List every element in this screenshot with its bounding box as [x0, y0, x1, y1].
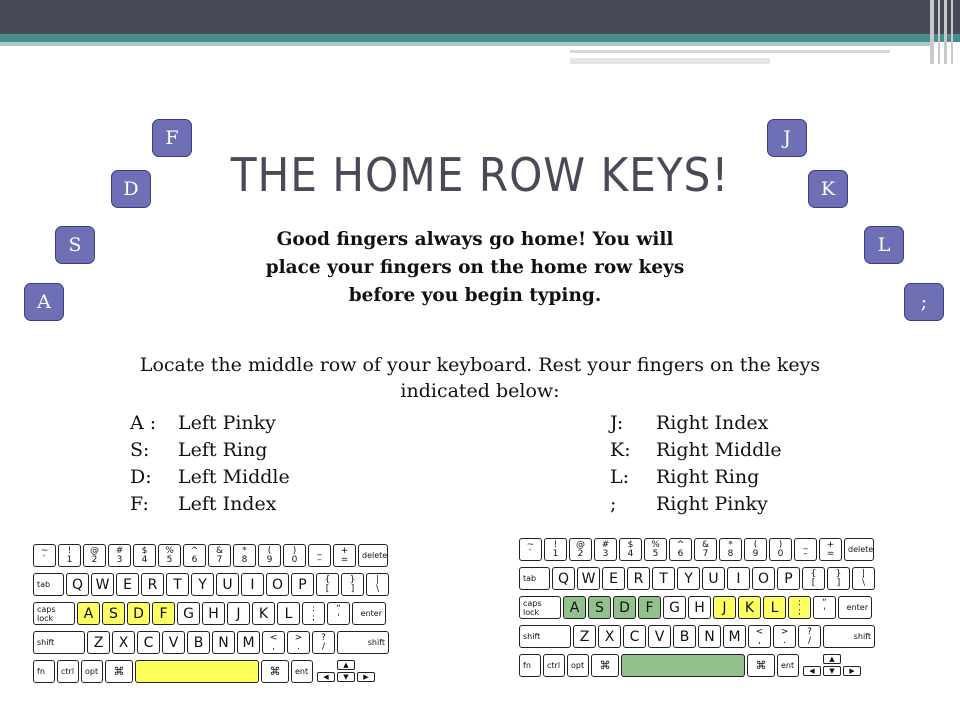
left-hand-list: [130, 410, 290, 518]
key-number: [183, 544, 206, 567]
key-base-char: \: [861, 577, 866, 588]
arrow-down-icon: ▼: [337, 672, 355, 682]
key-shift-char: @: [90, 545, 99, 556]
key-quote: [327, 602, 350, 625]
key-shift-char: ^: [190, 545, 199, 556]
key-number: [744, 538, 767, 561]
key-base-char: 8: [727, 548, 734, 559]
key-bracket: [802, 567, 825, 590]
page-title: THE HOME ROW KEYS!: [230, 148, 730, 202]
key-shift-char: ~: [526, 539, 535, 550]
key-punctuation: [748, 625, 771, 648]
key-m: M: [723, 625, 746, 648]
key-ent: ent: [777, 654, 799, 677]
badge-d: D: [111, 170, 151, 208]
key-k: K: [738, 596, 761, 619]
key-p: P: [777, 567, 800, 590]
key-base-char: =: [340, 554, 349, 565]
key-number: [769, 538, 792, 561]
key-tab: tab: [519, 567, 550, 590]
finger-key: D:: [130, 466, 152, 488]
key-base-char: 3: [116, 554, 123, 565]
key-m: M: [237, 631, 260, 654]
key-h: H: [202, 602, 225, 625]
divider-line: [570, 58, 770, 64]
key-spacebar: [621, 654, 745, 677]
finger-name: Right Ring: [656, 466, 760, 488]
key-base-char: 2: [577, 548, 584, 559]
key-f: F: [152, 602, 175, 625]
badge-j: J: [767, 119, 807, 157]
badge-l: L: [864, 226, 904, 264]
key-shift-right: shift: [337, 631, 389, 654]
keyboard-row: [33, 544, 388, 567]
key-number: [619, 538, 642, 561]
key-q: Q: [552, 567, 575, 590]
key-shift-char: {: [324, 574, 331, 585]
key-number: [133, 544, 156, 567]
key-shift-char: #: [115, 545, 124, 556]
key-bracket: [341, 573, 364, 596]
badge-a: A: [24, 283, 64, 321]
keyboard-row: [33, 602, 386, 625]
key-shift-left: shift: [519, 625, 571, 648]
key-number: [33, 544, 56, 567]
decor-stripe: [930, 0, 934, 64]
key-x: X: [112, 631, 135, 654]
key-o: O: [752, 567, 775, 590]
key-shift-char: }: [835, 568, 842, 579]
key-s: S: [588, 596, 611, 619]
key-number: [594, 538, 617, 561]
key-enter: enter: [838, 596, 872, 619]
finger-row: [610, 437, 782, 464]
key-a: A: [563, 596, 586, 619]
key-semicolon: [302, 602, 325, 625]
command-key-icon: ⌘: [591, 654, 619, 677]
decor-stripe: [951, 0, 953, 64]
key-punctuation: [262, 631, 285, 654]
key-w: W: [91, 573, 114, 596]
key-base-char: 5: [166, 554, 173, 565]
key-enter: enter: [352, 602, 386, 625]
key-shift-char: *: [728, 539, 733, 550]
key-r: R: [627, 567, 650, 590]
finger-key: K:: [610, 439, 631, 461]
command-key-icon: ⌘: [261, 660, 289, 683]
keyboard-row: [519, 538, 874, 561]
keyboard-diagram-left: [33, 544, 405, 686]
key-g: G: [663, 596, 686, 619]
key-base-char: 4: [141, 554, 148, 565]
key-base-char: 7: [702, 548, 709, 559]
key-base-char: `: [528, 548, 533, 559]
key-number: [333, 544, 356, 567]
key-shift-char: |: [375, 574, 380, 585]
key-number: [258, 544, 281, 567]
key-number: [208, 544, 231, 567]
key-bracket: [827, 567, 850, 590]
key-base-char: ': [337, 612, 340, 623]
key-punctuation: [798, 625, 821, 648]
key-z: Z: [87, 631, 110, 654]
badge-s: S: [55, 226, 95, 264]
key-shift-char: “: [336, 603, 341, 614]
key-base-char: 5: [652, 548, 659, 559]
key-spacebar: [135, 660, 259, 683]
key-shift-char: !: [553, 539, 558, 550]
key-caps-lock: caps lock: [33, 602, 75, 625]
key-number: [283, 544, 306, 567]
key-number: [233, 544, 256, 567]
key-number: [83, 544, 106, 567]
key-t: T: [166, 573, 189, 596]
key-number: [819, 538, 842, 561]
key-j: J: [713, 596, 736, 619]
finger-row: [130, 410, 290, 437]
key-base-char: 6: [191, 554, 198, 565]
finger-key: S:: [130, 439, 150, 461]
key-base-char: 1: [552, 548, 559, 559]
key-opt: opt: [567, 654, 589, 677]
key-base-char: [: [811, 577, 816, 588]
key-base-char: ,: [272, 641, 275, 652]
command-key-icon: ⌘: [105, 660, 133, 683]
finger-name: Right Middle: [656, 439, 782, 461]
key-v: V: [162, 631, 185, 654]
finger-row: [610, 491, 782, 518]
key-v: V: [648, 625, 671, 648]
command-key-icon: ⌘: [747, 654, 775, 677]
key-ctrl: ctrl: [57, 660, 79, 683]
key-number: [308, 544, 331, 567]
key-number: [519, 538, 542, 561]
key-delete: delete: [844, 538, 874, 561]
key-e: E: [602, 567, 625, 590]
arrow-right-icon: ▶: [843, 666, 861, 676]
finger-key: ;: [610, 493, 617, 515]
finger-row: [130, 437, 290, 464]
key-number: [719, 538, 742, 561]
decor-stripe: [938, 0, 940, 64]
key-bracket: [366, 573, 389, 596]
key-base-char: 9: [266, 554, 273, 565]
key-shift-char: “: [822, 597, 827, 608]
key-shift-char: <: [269, 632, 278, 643]
finger-row: [130, 491, 290, 518]
finger-name: Left Pinky: [178, 412, 276, 434]
key-x: X: [598, 625, 621, 648]
keyboard-row: [33, 573, 389, 596]
key-base-char: –: [317, 554, 322, 565]
intro-text: Good fingers always go home! You will place your fingers on the home row keys before you begin typing.: [265, 229, 685, 306]
key-r: R: [141, 573, 164, 596]
key-shift-char: >: [780, 626, 789, 637]
key-shift-char: #: [601, 539, 610, 550]
key-shift-char: +: [826, 539, 835, 550]
key-base-char: [: [325, 583, 330, 594]
key-b: B: [673, 625, 696, 648]
key-tab: tab: [33, 573, 64, 596]
key-shift-char: }: [349, 574, 356, 585]
key-ctrl: ctrl: [543, 654, 565, 677]
arrow-up-icon: ▲: [823, 654, 841, 664]
key-base-char: \: [375, 583, 380, 594]
key-k: K: [252, 602, 275, 625]
key-base-char: ;: [797, 606, 802, 617]
key-n: N: [212, 631, 235, 654]
key-base-char: ,: [758, 635, 761, 646]
key-bracket: [316, 573, 339, 596]
finger-row: [130, 464, 290, 491]
key-quote: [813, 596, 836, 619]
instruction-text: Locate the middle row of your keyboard. Rest your fingers on the keys indicated below:: [139, 354, 821, 402]
key-base-char: 4: [627, 548, 634, 559]
key-shift-char: (: [267, 545, 272, 556]
key-shift-char: *: [242, 545, 247, 556]
key-c: C: [137, 631, 160, 654]
key-shift-char: %: [651, 539, 660, 550]
keyboard-diagram-right: [519, 538, 891, 680]
key-shift-char: _: [803, 539, 808, 550]
keyboard-row: [519, 654, 863, 677]
key-base-char: 0: [777, 548, 784, 559]
key-n: N: [698, 625, 721, 648]
key-t: T: [652, 567, 675, 590]
key-number: [58, 544, 81, 567]
key-l: L: [763, 596, 786, 619]
keyboard-row: [519, 596, 872, 619]
key-shift-char: &: [701, 539, 710, 550]
key-shift-char: (: [753, 539, 758, 550]
finger-key: L:: [610, 466, 630, 488]
finger-name: Left Index: [178, 493, 277, 515]
finger-row: [610, 410, 782, 437]
key-y: Y: [191, 573, 214, 596]
top-bar: [0, 0, 960, 34]
key-fn: fn: [519, 654, 541, 677]
key-w: W: [577, 567, 600, 590]
key-base-char: ': [823, 606, 826, 617]
decor-stripe: [944, 0, 947, 64]
key-shift-char: !: [67, 545, 72, 556]
key-number: [158, 544, 181, 567]
finger-name: Right Index: [656, 412, 769, 434]
badge-semicolon: ;: [904, 283, 944, 321]
key-opt: opt: [81, 660, 103, 683]
arrow-down-icon: ▼: [823, 666, 841, 676]
accent-bar: [0, 34, 960, 42]
key-base-char: –: [803, 548, 808, 559]
key-shift-char: :: [311, 603, 316, 614]
key-number: [544, 538, 567, 561]
arrow-left-icon: ◀: [317, 672, 335, 682]
key-number: [669, 538, 692, 561]
key-ent: ent: [291, 660, 313, 683]
key-base-char: ]: [836, 577, 841, 588]
badge-f: F: [152, 119, 192, 157]
key-bracket: [852, 567, 875, 590]
key-u: U: [216, 573, 239, 596]
key-shift-char: ?: [807, 626, 812, 637]
key-z: Z: [573, 625, 596, 648]
key-base-char: ;: [311, 612, 316, 623]
key-shift-char: ^: [676, 539, 685, 550]
arrow-keys: [315, 660, 377, 683]
key-base-char: .: [297, 641, 300, 652]
key-d: D: [613, 596, 636, 619]
key-base-char: 1: [66, 554, 73, 565]
accent-bar-light: [0, 42, 930, 46]
key-base-char: `: [42, 554, 47, 565]
key-h: H: [688, 596, 711, 619]
arrow-right-icon: ▶: [357, 672, 375, 682]
keyboard-row: [519, 567, 875, 590]
key-base-char: =: [826, 548, 835, 559]
key-shift-char: @: [576, 539, 585, 550]
key-shift-char: ): [292, 545, 297, 556]
key-shift-char: $: [141, 545, 148, 556]
badge-k: K: [808, 170, 848, 208]
key-l: L: [277, 602, 300, 625]
key-base-char: .: [783, 635, 786, 646]
key-number: [644, 538, 667, 561]
key-base-char: /: [321, 641, 326, 652]
key-a: A: [77, 602, 100, 625]
key-base-char: 3: [602, 548, 609, 559]
key-base-char: /: [807, 635, 812, 646]
key-base-char: 9: [752, 548, 759, 559]
key-number: [108, 544, 131, 567]
finger-row: [610, 464, 782, 491]
key-q: Q: [66, 573, 89, 596]
key-base-char: 7: [216, 554, 223, 565]
arrow-left-icon: ◀: [803, 666, 821, 676]
key-base-char: 6: [677, 548, 684, 559]
key-shift-char: >: [294, 632, 303, 643]
key-fn: fn: [33, 660, 55, 683]
finger-name: Right Pinky: [656, 493, 768, 515]
key-shift-right: shift: [823, 625, 875, 648]
keyboard-row: [33, 631, 389, 654]
finger-name: Left Ring: [178, 439, 268, 461]
key-shift-char: +: [340, 545, 349, 556]
key-p: P: [291, 573, 314, 596]
right-hand-list: [610, 410, 782, 518]
key-shift-char: %: [165, 545, 174, 556]
key-f: F: [638, 596, 661, 619]
key-j: J: [227, 602, 250, 625]
key-shift-char: _: [317, 545, 322, 556]
key-b: B: [187, 631, 210, 654]
key-u: U: [702, 567, 725, 590]
key-number: [694, 538, 717, 561]
key-shift-left: shift: [33, 631, 85, 654]
key-base-char: ]: [350, 583, 355, 594]
key-i: I: [727, 567, 750, 590]
divider-line: [570, 50, 890, 53]
key-c: C: [623, 625, 646, 648]
keyboard-row: [33, 660, 377, 683]
key-base-char: 8: [241, 554, 248, 565]
finger-key: A :: [130, 412, 157, 434]
key-d: D: [127, 602, 150, 625]
key-e: E: [116, 573, 139, 596]
key-shift-char: ~: [40, 545, 49, 556]
key-shift-char: $: [627, 539, 634, 550]
key-number: [569, 538, 592, 561]
key-number: [794, 538, 817, 561]
key-punctuation: [773, 625, 796, 648]
key-semicolon: [788, 596, 811, 619]
key-caps-lock: caps lock: [519, 596, 561, 619]
key-y: Y: [677, 567, 700, 590]
key-shift-char: &: [215, 545, 224, 556]
finger-key: J:: [610, 412, 624, 434]
key-shift-char: ?: [321, 632, 326, 643]
key-i: I: [241, 573, 264, 596]
key-shift-char: {: [810, 568, 817, 579]
finger-key: F:: [130, 493, 149, 515]
arrow-keys: [801, 654, 863, 677]
key-shift-char: ): [778, 539, 783, 550]
key-delete: delete: [358, 544, 388, 567]
key-base-char: 2: [91, 554, 98, 565]
finger-name: Left Middle: [178, 466, 290, 488]
key-s: S: [102, 602, 125, 625]
keyboard-row: [519, 625, 875, 648]
key-o: O: [266, 573, 289, 596]
key-base-char: 0: [291, 554, 298, 565]
key-shift-char: <: [755, 626, 764, 637]
key-punctuation: [312, 631, 335, 654]
key-punctuation: [287, 631, 310, 654]
key-shift-char: |: [861, 568, 866, 579]
arrow-up-icon: ▲: [337, 660, 355, 670]
key-shift-char: :: [797, 597, 802, 608]
key-g: G: [177, 602, 200, 625]
